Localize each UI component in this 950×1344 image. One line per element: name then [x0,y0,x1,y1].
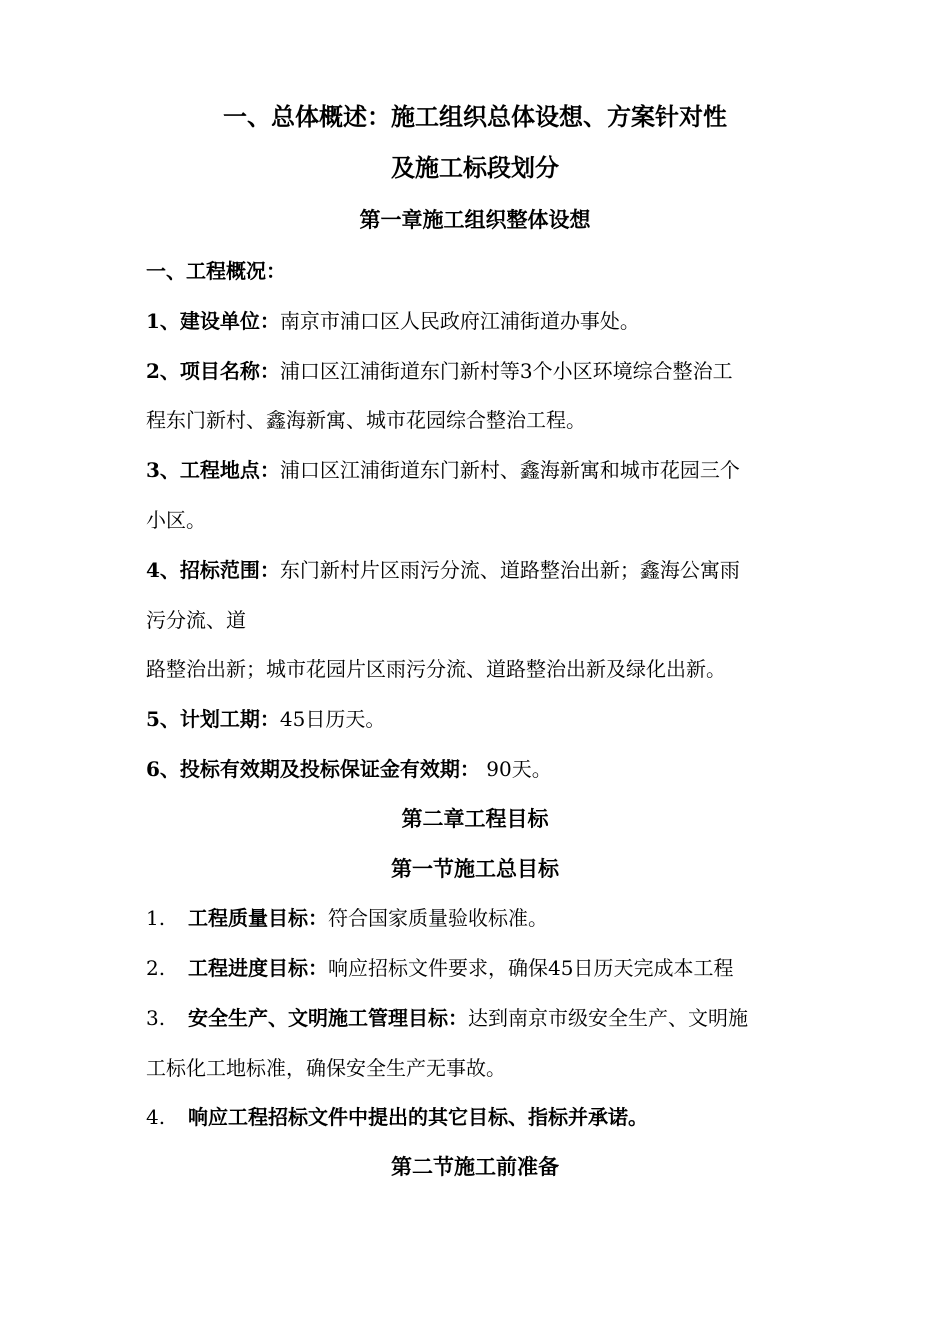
goal-label: 工程进度目标： [188,956,328,980]
goal-item-3 [146,1003,826,1033]
overview-item-text: 南京市浦口区人民政府江浦街道办事处。 [279,309,640,333]
overview-item-2-cont: 程东门新村、鑫海新寓、城市花园综合整治工程。 [146,408,586,432]
doc-title-line1: 一、总体概述：施工组织总体设想、方案针对性 [223,102,727,131]
overview-item-text: 浦口区江浦街道东门新村等3个小区环境综合整治工 [279,359,733,383]
goal-item-1 [146,903,826,933]
goal-item-3-cont: 工标化工地标准，确保安全生产无事故。 [146,1056,506,1080]
overview-item-4-cont2: 路整治出新；城市花园片区雨污分流、道路整治出新及绿化出新。 [146,657,726,681]
goal-number: 1. [146,906,166,930]
overview-item-label: 6、投标有效期及投标保证金有效期： [146,757,480,781]
section1-heading: 第一节施工总目标 [391,856,559,881]
section2-heading: 第二节施工前准备 [391,1154,559,1179]
overview-item-label: 3、工程地点： [146,458,280,482]
overview-item-text: 东门新村片区雨污分流、道路整治出新；鑫海公寓雨 [279,558,740,582]
goal-item-4 [146,1102,826,1132]
overview-item-1 [146,306,826,336]
goal-label: 响应工程招标文件中提出的其它目标、指标并承诺。 [188,1105,648,1129]
overview-item-label: 5、计划工期： [146,707,280,731]
goal-text: 符合国家质量验收标准。 [328,906,548,930]
goal-text: 响应招标文件要求，确保45日历天完成本工程 [328,956,734,980]
overview-item-3 [146,455,826,485]
chapter2-heading: 第二章工程目标 [401,806,549,831]
overview-item-6 [146,754,826,784]
goal-label: 工程质量目标： [188,906,328,930]
overview-item-label: 4、招标范围： [146,558,280,582]
overview-item-2 [146,356,826,386]
overview-item-5 [146,704,826,734]
overview-item-3-cont: 小区。 [146,508,206,532]
goal-item-2 [146,953,826,983]
overview-item-text: 90天。 [479,757,552,781]
goal-number: 2. [146,956,166,980]
overview-item-4 [146,555,826,585]
chapter1-heading: 第一章施工组织整体设想 [359,207,591,232]
section-overview-heading: 一、工程概况： [146,259,286,283]
overview-item-4-cont: 污分流、道 [146,608,246,632]
overview-item-text: 浦口区江浦街道东门新村、鑫海新寓和城市花园三个 [279,458,740,482]
overview-item-label: 1、建设单位： [146,309,280,333]
goal-number: 4. [146,1105,166,1129]
overview-item-text: 45日历天。 [279,707,386,731]
doc-title-line2: 及施工标段划分 [391,153,559,182]
goal-text: 达到南京市级安全生产、文明施 [468,1006,748,1030]
goal-label: 安全生产、文明施工管理目标： [188,1006,468,1030]
overview-item-label: 2、项目名称： [146,359,280,383]
goal-number: 3. [146,1006,166,1030]
